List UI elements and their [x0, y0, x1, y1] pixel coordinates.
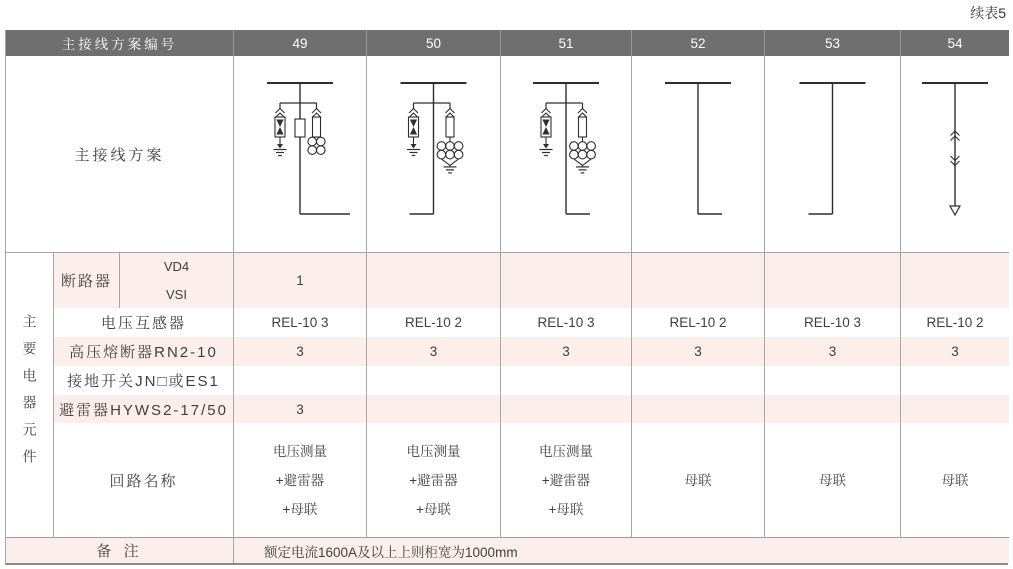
row-label-hv-fuse: 高压熔断器RN2-10 — [54, 337, 233, 366]
circuit-name-line: +母联 — [548, 501, 584, 517]
breaker-value-54 — [900, 253, 1009, 308]
diagram-cell-51 — [500, 56, 631, 253]
diagram-cell-54 — [900, 56, 1009, 253]
diagram-cell-50 — [366, 56, 500, 253]
fuse-value-54: 3 — [900, 337, 1009, 366]
continuation-label: 续表5 — [970, 5, 1006, 21]
diagram-row-label: 主接线方案 — [6, 56, 233, 253]
earth-switch-value-51 — [500, 366, 631, 395]
vt-value-53: REL-10 3 — [764, 308, 900, 337]
earth-switch-value-53 — [764, 366, 900, 395]
wiring-diagram-scheme-53-icon — [765, 56, 900, 252]
wiring-diagram-scheme-52-icon — [632, 56, 764, 252]
header-scheme-53: 53 — [764, 30, 900, 56]
fuse-value-51: 3 — [500, 337, 631, 366]
breaker-value-49: 1 — [233, 253, 366, 308]
circuit-name-line: 母联 — [819, 472, 846, 488]
header-scheme-51: 51 — [500, 30, 631, 56]
wiring-diagram-scheme-49-icon — [234, 56, 366, 252]
circuit-name-50 — [366, 423, 500, 537]
breaker-value-52 — [631, 253, 764, 308]
arrester-value-49: 3 — [233, 395, 366, 423]
row-label-earthing-switch: 接地开关JN□或ES1 — [54, 366, 233, 395]
circuit-name-line: +避雷器 — [409, 472, 458, 488]
arrester-value-54 — [900, 395, 1009, 423]
vt-value-50: REL-10 2 — [366, 308, 500, 337]
earth-switch-value-54 — [900, 366, 1009, 395]
arrester-value-51 — [500, 395, 631, 423]
vt-value-49: REL-10 3 — [233, 308, 366, 337]
breaker-value-51 — [500, 253, 631, 308]
breaker-model-cell — [119, 253, 233, 308]
wiring-diagram-scheme-54-icon — [901, 56, 1009, 252]
vt-value-54: REL-10 2 — [900, 308, 1009, 337]
remark-label: 备 注 — [6, 537, 233, 563]
circuit-name-line: +避雷器 — [275, 472, 325, 488]
circuit-name-53 — [764, 423, 900, 537]
components-section-vertical-label: 主要电器元件 — [6, 253, 54, 537]
wiring-diagram-scheme-51-icon — [501, 56, 631, 252]
circuit-name-54 — [900, 423, 1009, 537]
row-label-voltage-transformer: 电压互感器 — [54, 308, 233, 337]
header-scheme-49: 49 — [233, 30, 366, 56]
circuit-name-line: 电压测量 — [273, 443, 327, 459]
earth-switch-value-49 — [233, 366, 366, 395]
header-scheme-number-label: 主接线方案编号 — [6, 30, 233, 56]
header-scheme-52: 52 — [631, 30, 764, 56]
remark-value: 额定电流1600A及以上上则柜宽为1000mm — [233, 537, 1009, 563]
circuit-name-line: 电压测量 — [406, 443, 461, 459]
row-label-circuit-name: 回路名称 — [54, 423, 233, 537]
circuit-name-line: +母联 — [416, 501, 451, 517]
breaker-model-vd4: VD4 — [163, 258, 190, 274]
vt-value-51: REL-10 3 — [500, 308, 631, 337]
fuse-value-52: 3 — [631, 337, 764, 366]
circuit-name-line: 电压测量 — [539, 443, 593, 459]
diagram-cell-52 — [631, 56, 764, 253]
circuit-name-line: +母联 — [282, 501, 318, 517]
circuit-name-52 — [631, 423, 764, 537]
diagram-cell-49 — [233, 56, 366, 253]
header-scheme-50: 50 — [366, 30, 500, 56]
circuit-name-49 — [233, 423, 366, 537]
header-scheme-54: 54 — [900, 30, 1009, 56]
breaker-value-53 — [764, 253, 900, 308]
circuit-name-line: +避雷器 — [541, 472, 591, 488]
earth-switch-value-52 — [631, 366, 764, 395]
vt-value-52: REL-10 2 — [631, 308, 764, 337]
row-label-breaker: 断路器 — [54, 253, 119, 308]
circuit-name-line: 母联 — [941, 472, 969, 488]
arrester-value-53 — [764, 395, 900, 423]
arrester-value-52 — [631, 395, 764, 423]
fuse-value-49: 3 — [233, 337, 366, 366]
circuit-name-51 — [500, 423, 631, 537]
main-wiring-scheme-table — [5, 30, 1008, 565]
breaker-value-50 — [366, 253, 500, 308]
circuit-name-line: 母联 — [684, 472, 712, 488]
row-label-surge-arrester: 避雷器HYWS2-17/50 — [54, 395, 233, 423]
breaker-model-vsi: VSI — [166, 286, 187, 302]
earth-switch-value-50 — [366, 366, 500, 395]
fuse-value-50: 3 — [366, 337, 500, 366]
wiring-diagram-scheme-50-icon — [367, 56, 500, 252]
fuse-value-53: 3 — [764, 337, 900, 366]
diagram-cell-53 — [764, 56, 900, 253]
arrester-value-50 — [366, 395, 500, 423]
